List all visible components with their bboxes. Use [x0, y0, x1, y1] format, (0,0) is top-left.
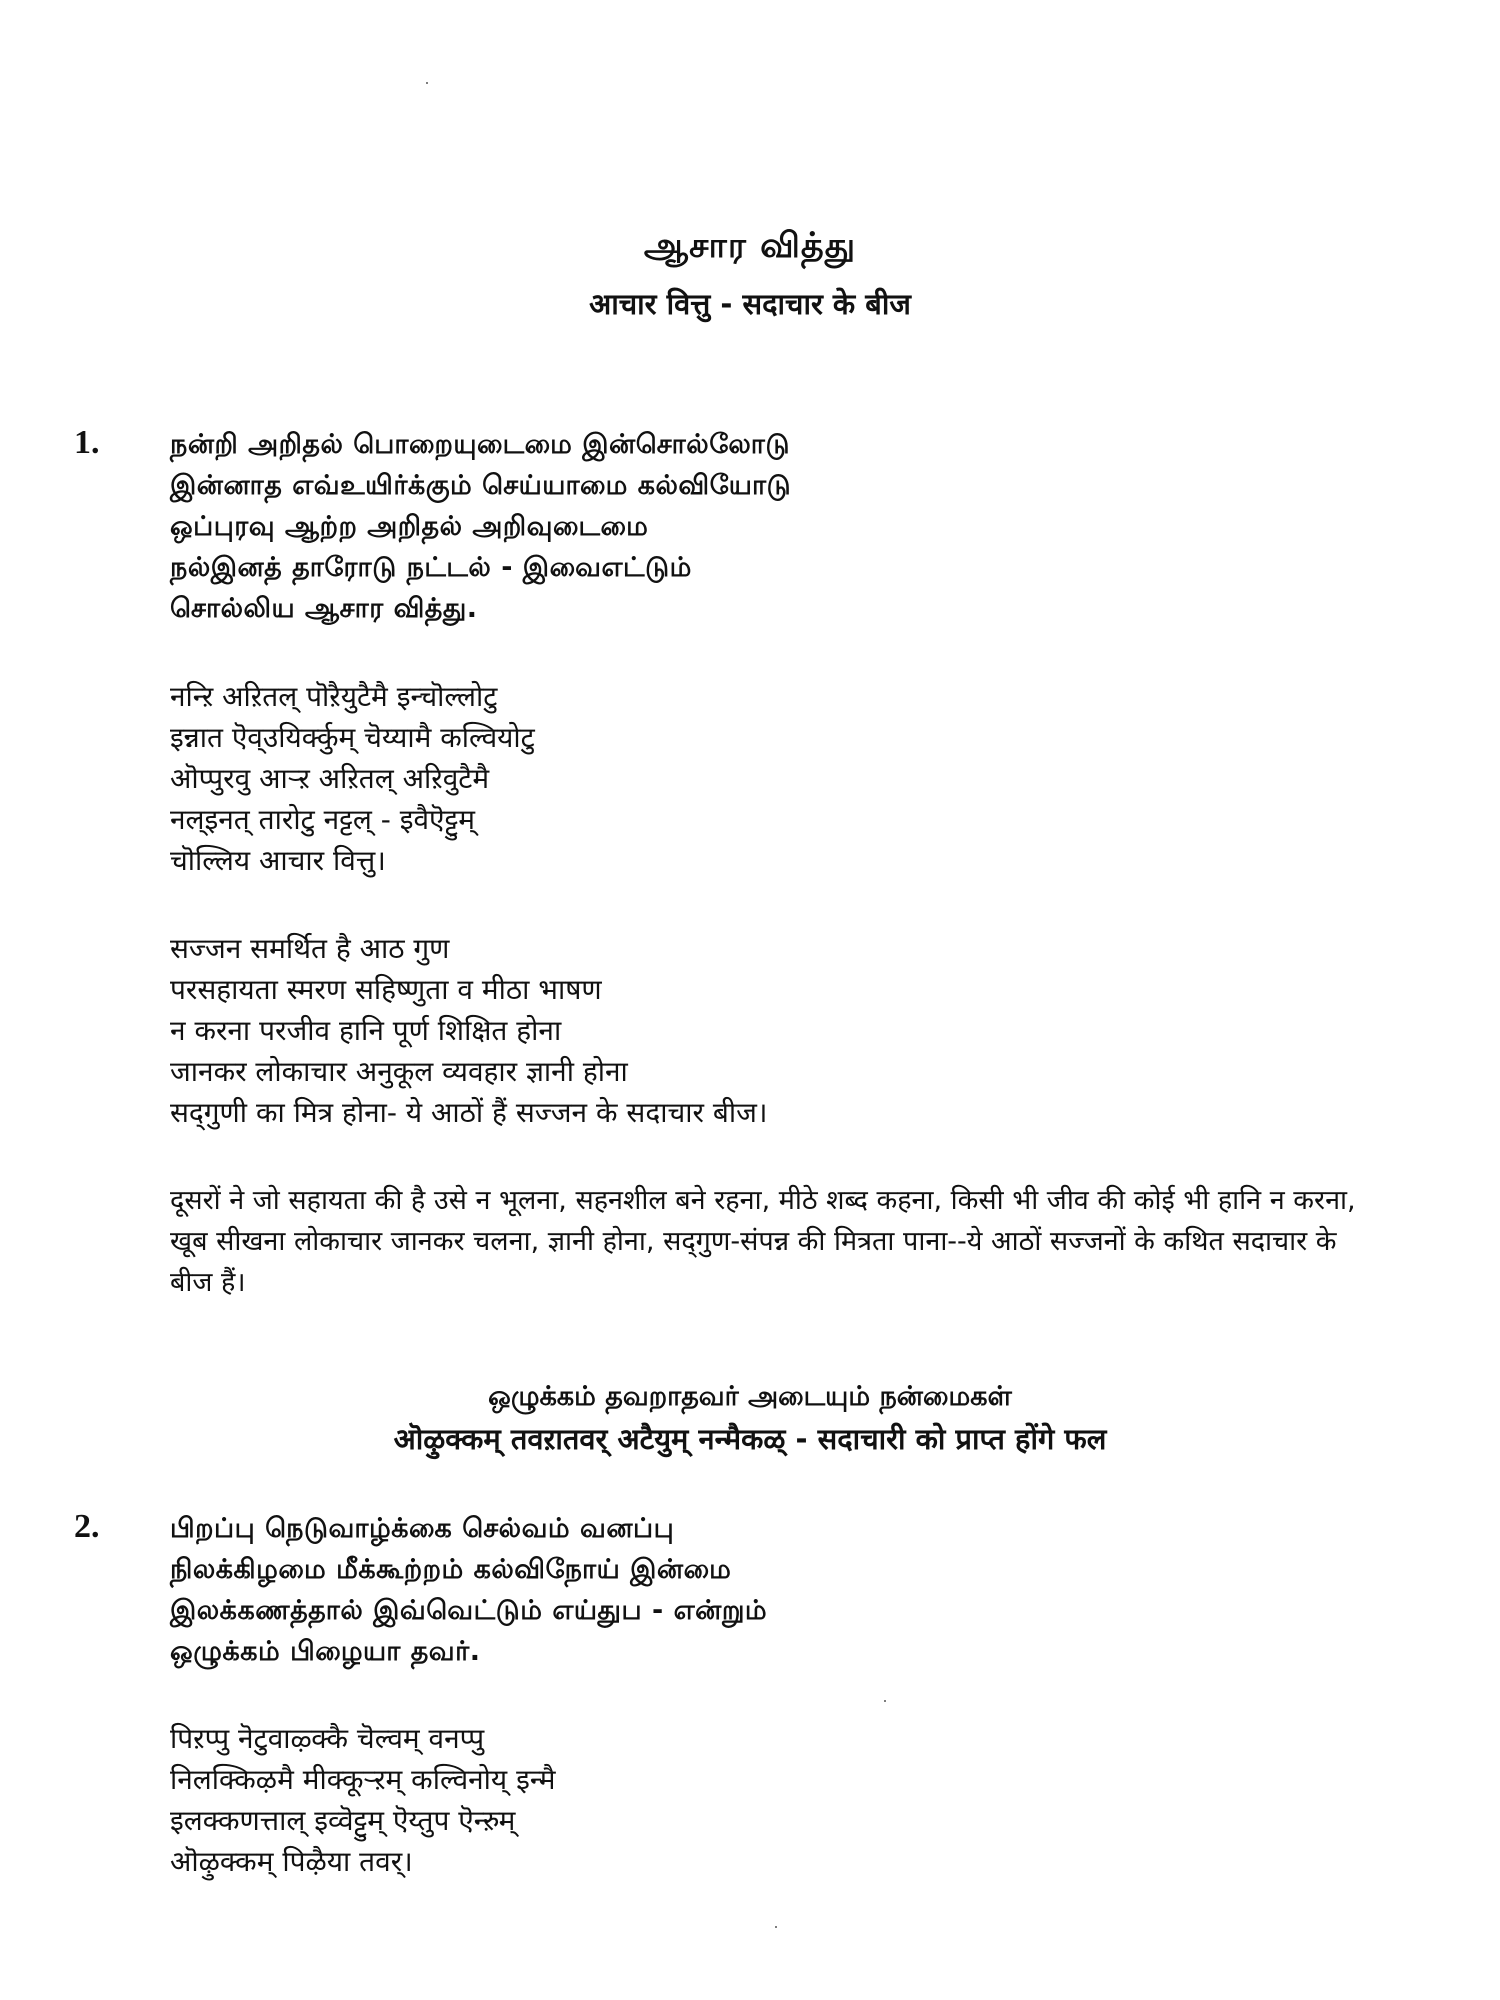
- transliteration-line: पिऱप्पु नॆटुवाऴ्क्कै चॆल्वम् वनप्पु: [170, 1722, 485, 1755]
- verse-line: இலக்கணத்தால் இவ்வெட்டும் எய்துப - என்றும்: [170, 1595, 768, 1626]
- transliteration-line: चॊल्लिय आचार वित्तु।: [170, 844, 386, 877]
- page-title-tamil: ஆசார வித்து: [643, 226, 857, 266]
- verse-line: ஒழுக்கம் பிழையா தவர்.: [170, 1636, 481, 1667]
- page-title-hindi: आचार वित्तु - सदाचार के बीज: [589, 287, 911, 321]
- verse-number: 1.: [74, 424, 100, 461]
- scan-speck: [426, 82, 428, 84]
- verse-line: ஒப்புரவு ஆற்ற அறிதல் அறிவுடைமை: [170, 511, 649, 542]
- section-title-hindi: ऒऴुक्कम् तवऱातवर् अटैयुम् नन्मैकळ् - सदाचारी को प्राप्त होंगे फल: [393, 1422, 1107, 1456]
- verse2-transliteration: [170, 1718, 1390, 1882]
- scan-speck: [884, 1700, 886, 1702]
- transliteration-line: ऒऴुक्कम् पिऴैया तवर्।: [170, 1845, 413, 1878]
- verse1-hindi-verse: [170, 928, 1390, 1133]
- hindi-verse-line: सज्जन समर्थित है आठ गुण: [170, 932, 450, 965]
- hindi-verse-line: जानकर लोकाचार अनुकूल व्यवहार ज्ञानी होना: [170, 1055, 628, 1088]
- transliteration-line: इन्नात ऎव्उयिर्क्कुम् चॆय्यामै कल्वियोटु: [170, 721, 535, 754]
- transliteration-line: निलक्किऴमै मीक्कूऱ्ऱम् कल्विनोय् इन्मै: [170, 1763, 556, 1796]
- verse-line: சொல்லிய ஆசார வித்து.: [170, 593, 478, 624]
- hindi-verse-line: न करना परजीव हानि पूर्ण शिक्षित होना: [170, 1014, 562, 1047]
- verse-line: நன்றி அறிதல் பொறையுடைமை இன்சொல்லோடு: [170, 429, 790, 460]
- scan-speck: [775, 1926, 777, 1928]
- transliteration-line: इलक्कणत्ताल् इव्वॆट्टुम् ऎय्तुप ऎन्ऱुम्: [170, 1804, 516, 1837]
- section-title-tamil: ஒழுக்கம் தவறாதவர் அடையும் நன்மைகள்: [488, 1381, 1012, 1412]
- verse-line: நிலக்கிழமை மீக்கூற்றம் கல்விநோய் இன்மை: [170, 1554, 732, 1585]
- verse1-tamil: [170, 424, 1390, 629]
- transliteration-line: नल्इनत् तारोटु नट्टल् - इवैऎट्टुम्: [170, 803, 475, 836]
- verse-line: பிறப்பு நெடுவாழ்க்கை செல்வம் வனப்பு: [170, 1513, 675, 1544]
- transliteration-line: नन्ऱि अऱितल् पॊऱैयुटैमै इन्चॊल्लोटु: [170, 680, 498, 713]
- transliteration-line: ऒप्पुरवु आऱ्ऱ अऱितल् अऱिवुटैमै: [170, 762, 490, 795]
- verse-line: நல்இனத் தாரோடு நட்டல் - இவைஎட்டும்: [170, 552, 692, 583]
- hindi-verse-line: परसहायता स्मरण सहिष्णुता व मीठा भाषण: [170, 973, 602, 1006]
- verse-number: 2.: [74, 1508, 100, 1545]
- verse1-meaning: दूसरों ने जो सहायता की है उसे न भूलना, सहनशील बने रहना, मीठे शब्द कहना, किसी भी जीव की कोई भी हानि न करना, खूब सीखना लोकाचार जानकर चलना, ज्ञानी होना, सद्‌गुण-संपन्न की मित्रता पाना--ये आठों सज्जनों के कथित सदाचार के बीज हैं।: [170, 1185, 1356, 1298]
- verse-line: இன்னாத எவ்உயிர்க்கும் செய்யாமை கல்வியோடு: [170, 470, 792, 501]
- verse2-tamil: [170, 1508, 1390, 1672]
- verse1-transliteration: [170, 676, 1390, 881]
- hindi-verse-line: सद्‌गुणी का मित्र होना- ये आठों हैं सज्जन के सदाचार बीज।: [170, 1096, 768, 1129]
